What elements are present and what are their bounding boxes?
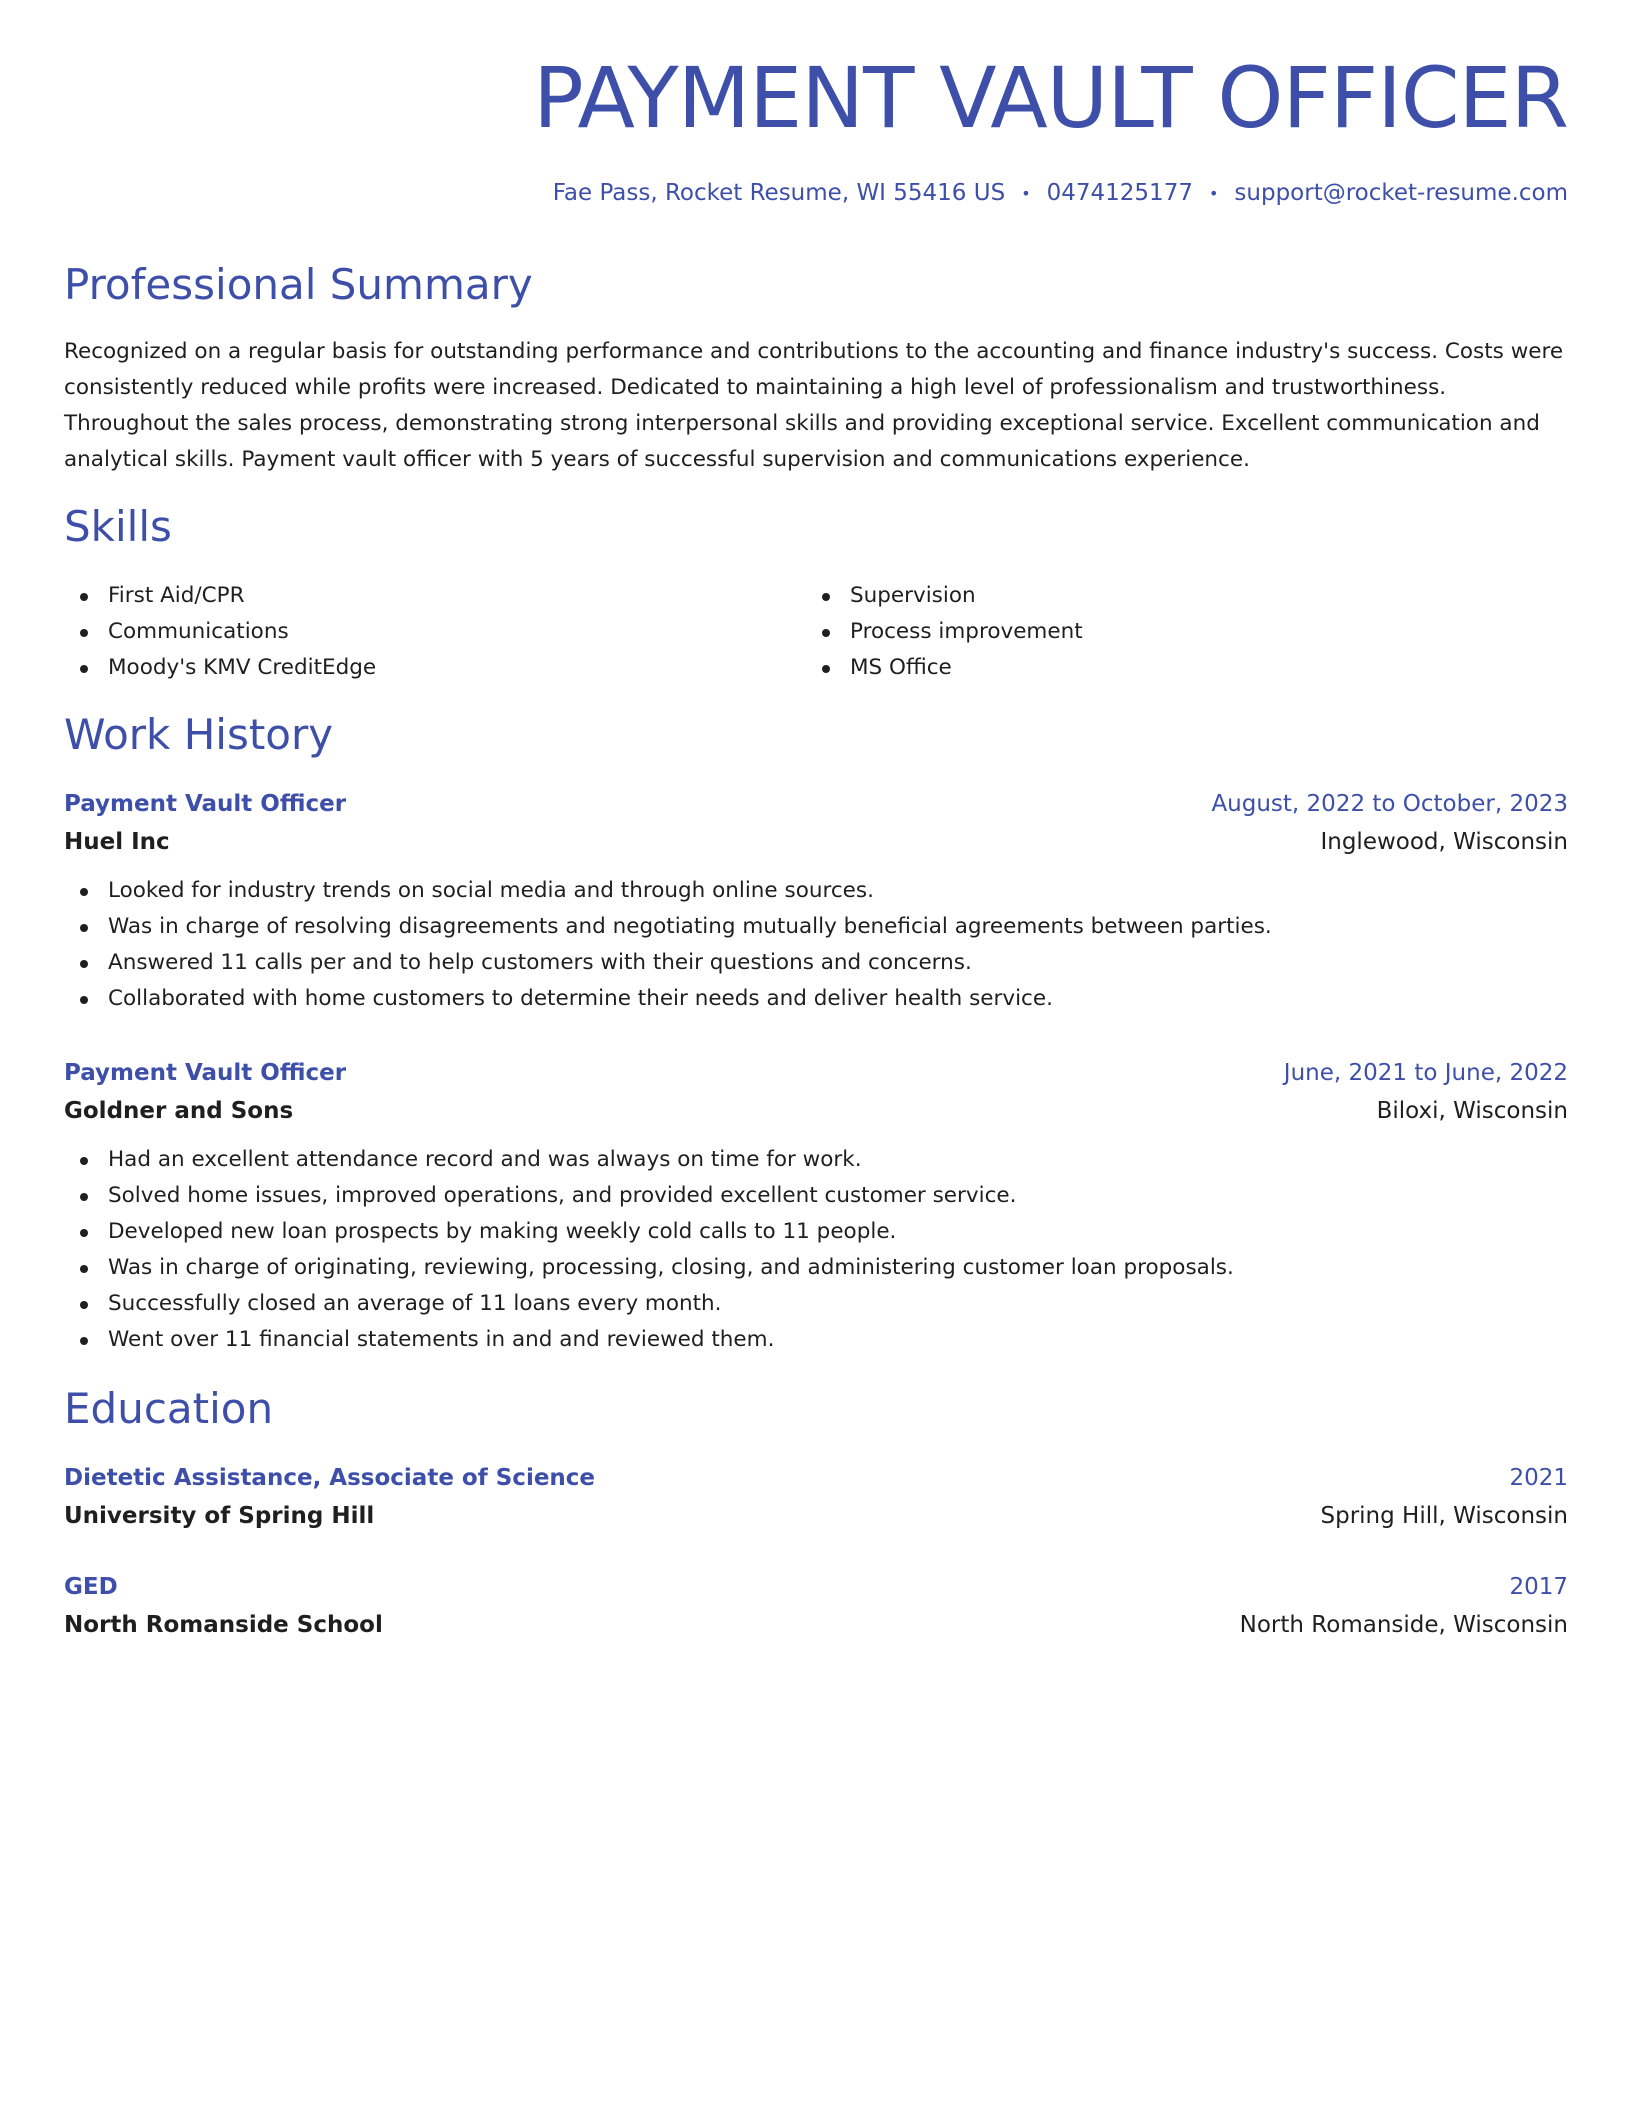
contact-phone: 0474125177 [1046,180,1193,206]
duty-item: Solved home issues, improved operations, and provided excellent customer service. [64,1178,1568,1214]
skills-list-right [806,578,1506,686]
duty-item: Successfully closed an average of 11 loans every month. [64,1286,1568,1322]
education-entry-header [64,1459,1568,1497]
contact-separator: • [1208,184,1219,203]
duty-item: Collaborated with home customers to determine their needs and deliver health service. [64,981,1568,1017]
education-entry [64,1568,1568,1644]
skill-item: Process improvement [806,614,1506,650]
duty-item: Went over 11 financial statements in and and reviewed them. [64,1322,1568,1358]
degree-title: Dietetic Assistance, Associate of Science [64,1465,596,1491]
job-dates: August, 2022 to October, 2023 [1211,791,1568,817]
education-entry-subheader [64,1606,1568,1644]
work-entry [64,785,1568,1017]
work-entry-header [64,1054,1568,1092]
graduation-year: 2017 [1509,1574,1568,1600]
skill-item: Supervision [806,578,1506,614]
graduation-year: 2021 [1509,1465,1568,1491]
summary-heading: Professional Summary [64,260,533,309]
job-location: Biloxi, Wisconsin [1376,1098,1568,1124]
work-entry-subheader [64,823,1568,861]
work-history-heading: Work History [64,710,334,759]
duty-item: Developed new loan prospects by making weekly cold calls to 11 people. [64,1214,1568,1250]
work-entry-subheader [64,1092,1568,1130]
education-entry-header [64,1568,1568,1606]
work-entry-header [64,785,1568,823]
school-location: North Romanside, Wisconsin [1239,1612,1568,1638]
skill-item: Moody's KMV CreditEdge [64,650,764,686]
duty-item: Looked for industry trends on social media and through online sources. [64,873,1568,909]
summary-text: Recognized on a regular basis for outstanding performance and contributions to the accounting and finance industry's success. Costs were consistently reduced while profits were increased. Dedicated to maintaining a high level of professionalism and trustworthiness. Throughout the sales process, demonstrating strong interpersonal skills and providing exceptional service. Excellent communication and analytical skills. Payment vault officer with 5 years of successful supervision and communications experience. [64,339,1564,472]
company-name: Huel Inc [64,829,170,855]
job-title: Payment Vault Officer [64,791,347,817]
education-entry [64,1459,1568,1535]
duty-item: Had an excellent attendance record and was always on time for work. [64,1142,1568,1178]
duty-item: Was in charge of originating, reviewing, processing, closing, and administering customer loan proposals. [64,1250,1568,1286]
contact-separator: • [1021,184,1031,203]
school-location: Spring Hill, Wisconsin [1320,1503,1568,1529]
duties-list [64,1142,1568,1358]
duty-item: Answered 11 calls per and to help customers with their questions and concerns. [64,945,1568,981]
skills-list-left [64,578,764,686]
duty-item: Was in charge of resolving disagreements and negotiating mutually beneficial agreements between parties. [64,909,1568,945]
school-name: North Romanside School [64,1612,383,1638]
skill-item: MS Office [806,650,1506,686]
job-dates: June, 2021 to June, 2022 [1283,1060,1568,1086]
candidate-name: PAYMENT VAULT OFFICER [533,49,1568,147]
company-name: Goldner and Sons [64,1098,294,1124]
degree-title: GED [64,1574,118,1600]
duties-list [64,873,1568,1017]
contact-address: Fae Pass, Rocket Resume, WI 55416 US [552,180,1006,206]
skill-item: Communications [64,614,764,650]
job-title: Payment Vault Officer [64,1060,347,1086]
education-entry-subheader [64,1497,1568,1535]
contact-email[interactable]: support@rocket-resume.com [1234,180,1568,206]
skill-item: First Aid/CPR [64,578,764,614]
work-entry [64,1054,1568,1358]
contact-line [553,180,1568,206]
skills-heading: Skills [64,502,172,551]
school-name: University of Spring Hill [64,1503,375,1529]
education-heading: Education [64,1384,274,1433]
job-location: Inglewood, Wisconsin [1320,829,1568,855]
